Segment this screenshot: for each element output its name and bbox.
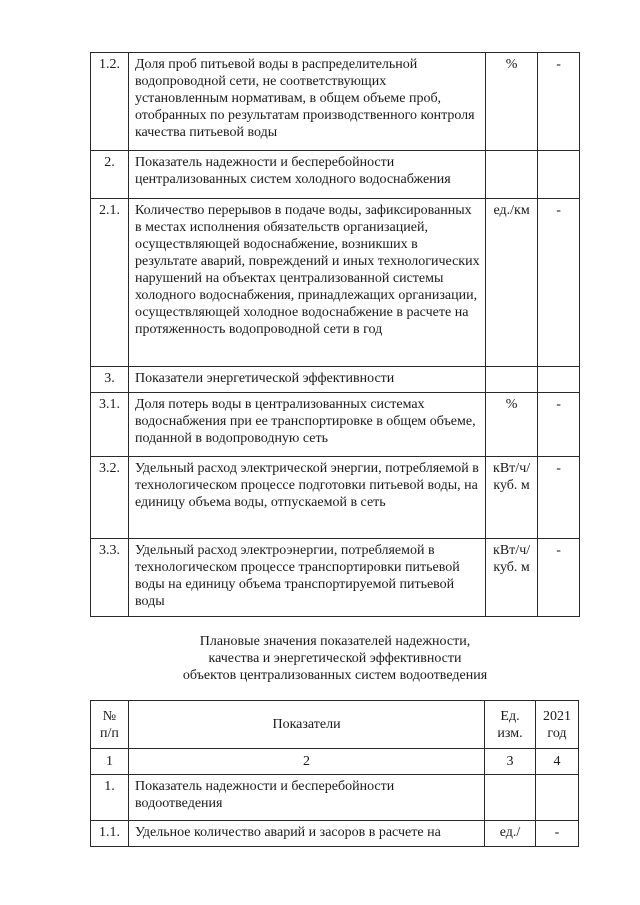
indicator-text: Доля потерь воды в централизованных системах водоснабжения при ее транспортировке в общем объеме, поданной в водопроводную сеть: [128, 393, 485, 457]
indicator-text: Доля проб питьевой воды в распределительной водопроводной сети, не соответствующих установленным нормативам, в общем объеме проб, отобранных по результатам производственного контроля качества питьевой воды: [128, 53, 485, 151]
unit-cell: [486, 151, 538, 199]
table-row: [91, 53, 580, 151]
indicators-table-top: [90, 52, 580, 617]
table-row: [91, 457, 580, 539]
column-number: 4: [535, 749, 578, 775]
header-indicator: Показатели: [128, 701, 484, 749]
table-header-row: [91, 701, 579, 749]
section-heading: [90, 633, 580, 684]
table-row: [91, 393, 580, 457]
column-number: 3: [485, 749, 536, 775]
unit-cell: %: [486, 53, 538, 151]
heading-line: Плановые значения показателей надежности,: [199, 634, 471, 649]
indicator-text: Удельное количество аварий и засоров в расчете на: [128, 821, 484, 847]
unit-cell: [486, 367, 538, 393]
row-number: 3.3.: [91, 539, 129, 617]
row-number: 3.: [91, 367, 129, 393]
value-cell: [538, 151, 580, 199]
row-number: 1.2.: [91, 53, 129, 151]
value-cell: -: [538, 53, 580, 151]
table-row: [91, 821, 579, 847]
unit-cell: ед./км: [486, 199, 538, 367]
value-cell: -: [538, 539, 580, 617]
table-row: [91, 199, 580, 367]
indicator-text: Удельный расход электрической энергии, потребляемой в технологическом процессе подготовки питьевой воды, на единицу объема воды, отпускаемой в сеть: [128, 457, 485, 539]
value-cell: -: [535, 821, 578, 847]
header-number: № п/п: [91, 701, 129, 749]
row-number: 2.1.: [91, 199, 129, 367]
table-row: [91, 539, 580, 617]
indicator-text: Показатель надежности и бесперебойности централизованных систем холодного водоснабжения: [128, 151, 485, 199]
row-number: 3.2.: [91, 457, 129, 539]
indicator-text: Количество перерывов в подаче воды, зафиксированных в местах исполнения обязательств организацией, осуществляющей водоснабжение, возникших в результате аварий, повреждений и иных технологических нарушений на объектах централизованной системы холодного водоснабжения, принадлежащих организации, осуществляющей холодное водоснабжение в расчете на протяженность водопроводной сети в год: [128, 199, 485, 367]
value-cell: -: [538, 199, 580, 367]
column-number: 1: [91, 749, 129, 775]
value-cell: [538, 367, 580, 393]
unit-cell: ед./: [485, 821, 536, 847]
row-number: 1.1.: [91, 821, 129, 847]
value-cell: -: [538, 457, 580, 539]
indicator-text: Показатель надежности и бесперебойности водоотведения: [128, 775, 484, 821]
heading-line: качества и энергетической эффективности: [208, 651, 462, 666]
row-number: 2.: [91, 151, 129, 199]
row-number: 1.: [91, 775, 129, 821]
unit-cell: %: [486, 393, 538, 457]
value-cell: -: [538, 393, 580, 457]
unit-cell: кВт/ч/ куб. м: [486, 539, 538, 617]
value-cell: [535, 775, 578, 821]
header-unit: Ед. изм.: [485, 701, 536, 749]
header-year: 2021 год: [535, 701, 578, 749]
column-number: 2: [128, 749, 484, 775]
indicator-text: Удельный расход электроэнергии, потребляемой в технологическом процессе транспортировки питьевой воды на единицу объема транспортируемой питьевой воды: [128, 539, 485, 617]
unit-cell: кВт/ч/ куб. м: [486, 457, 538, 539]
table-row: [91, 367, 580, 393]
unit-cell: [485, 775, 536, 821]
heading-line: объектов централизованных систем водоотведения: [182, 668, 488, 683]
row-number: 3.1.: [91, 393, 129, 457]
table-row: [91, 151, 580, 199]
indicator-text: Показатели энергетической эффективности: [128, 367, 485, 393]
indicators-table-bottom: [90, 700, 579, 847]
table-row: [91, 775, 579, 821]
column-numbers-row: [91, 749, 579, 775]
